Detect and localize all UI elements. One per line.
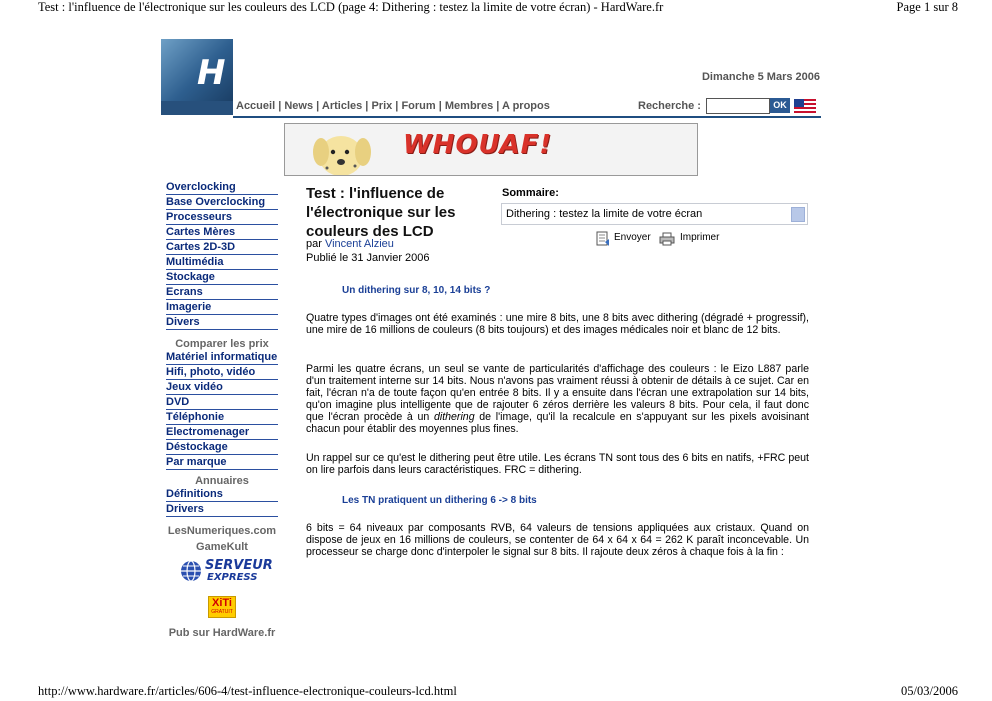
main-nav: Accueil | News | Articles | Prix | Forum | Membres | A propos: [236, 100, 550, 112]
us-flag-icon[interactable]: [794, 99, 816, 113]
paragraph-4: 6 bits = 64 niveaux par composants RVB, 64 valeurs de tensions appliquées aux cristaux. Quand on dispose de jeux en 16 millions de couleurs, se contenter de 64 x 64 x 64 = 262 K paraît inconcevable. Un processeur se charge donc d'interpoler le signal sur 8 bits. Il rajoute deux zéros à chaque fois à la fin :: [306, 522, 809, 558]
section-heading-1: Un dithering sur 8, 10, 14 bits ?: [342, 285, 491, 296]
logo-strip: [161, 101, 233, 115]
header-date: Dimanche 5 Mars 2006: [701, 71, 820, 83]
sommaire-select[interactable]: [501, 203, 808, 225]
servur-text: SERVEUR: [205, 558, 273, 573]
sommaire-label: Sommaire:: [502, 187, 559, 199]
paragraph-2-part-b: de l'image, qu'il la recalcule en s'appuyant sur les pixels avoisinant chacun pour établir des moyennes plus fines.: [306, 411, 809, 435]
sidebar-item-materiel[interactable]: Matériel informatique: [166, 351, 278, 363]
logo-h-glyph: H: [197, 53, 224, 93]
nav-a-propos[interactable]: A propos: [501, 100, 550, 112]
dropdown-arrow-icon[interactable]: [791, 207, 805, 222]
nav-membres[interactable]: Membres: [444, 100, 494, 112]
send-link[interactable]: Envoyer: [614, 232, 651, 243]
print-footer-date: 05/03/2006: [901, 684, 958, 698]
sidebar-item-cartes-meres[interactable]: Cartes Mères: [166, 226, 278, 240]
author-link[interactable]: Vincent Alzieu: [324, 238, 394, 250]
print-page-number: Page 1 sur 8: [896, 0, 958, 14]
sidebar: [166, 181, 278, 640]
sidebar-item-drivers[interactable]: Drivers: [166, 503, 278, 517]
xiti-sub: GRATUIT: [211, 609, 233, 615]
serveur-express-logo[interactable]: [180, 556, 273, 586]
nav-prix[interactable]: Prix: [371, 100, 393, 112]
byline-prefix: par: [306, 238, 322, 250]
sidebar-item-base-overclocking[interactable]: Base Overclocking: [166, 196, 278, 210]
sidebar-item-par-marque[interactable]: Par marque: [166, 456, 278, 470]
banner-ad[interactable]: [284, 123, 698, 176]
print-link[interactable]: Imprimer: [680, 232, 720, 243]
sidebar-item-jeux-video[interactable]: Jeux vidéo: [166, 381, 278, 395]
pub-link[interactable]: Pub sur HardWare.fr: [168, 627, 276, 639]
sidebar-item-dvd[interactable]: DVD: [166, 396, 278, 410]
paragraph-3: Un rappel sur ce qu'est le dithering peut être utile. Les écrans TN sont tous des 6 bits en natifs, +FRC peut on lire parfois dans leurs caractéristiques. FRC = dithering.: [306, 452, 809, 476]
xiti-badge[interactable]: [208, 596, 236, 618]
search-input[interactable]: [706, 98, 770, 114]
print-footer-url: http://www.hardware.fr/articles/606-4/test-influence-electronique-couleurs-lcd.html: [38, 684, 457, 698]
banner-text: WHOUAF!: [403, 130, 553, 160]
nav-articles[interactable]: Articles: [321, 100, 363, 112]
compare-prices-heading: Comparer les prix: [175, 338, 269, 350]
globe-icon: [180, 560, 202, 582]
paragraph-1: Quatre types d'images ont été examinés : une mire 8 bits, une 8 bits avec dithering (dégradé + progressif), une mire de 16 millions de couleurs (8 bits toujours) et des images médicales noir et blanc de 12 bits.: [306, 312, 809, 336]
paragraph-2-emphasis: dithering: [433, 411, 475, 423]
sidebar-item-overclocking[interactable]: Overclocking: [166, 181, 278, 195]
sidebar-item-multimedia[interactable]: Multimédia: [166, 256, 278, 270]
xiti-text: XiTi: [212, 597, 232, 609]
partner-gamekult[interactable]: GameKult: [196, 541, 248, 553]
nav-forum[interactable]: Forum: [401, 100, 436, 112]
sidebar-item-imagerie[interactable]: Imagerie: [166, 301, 278, 315]
sidebar-item-definitions[interactable]: Définitions: [166, 488, 278, 502]
paragraph-2: [306, 363, 809, 435]
byline: [306, 238, 394, 250]
send-icon[interactable]: [596, 231, 610, 247]
section-heading-2: Les TN pratiquent un dithering 6 -> 8 bits: [342, 495, 537, 506]
sidebar-item-telephonie[interactable]: Téléphonie: [166, 411, 278, 425]
sidebar-item-destockage[interactable]: Déstockage: [166, 441, 278, 455]
published-date: Publié le 31 Janvier 2006: [306, 252, 430, 264]
sidebar-item-cartes-2d-3d[interactable]: Cartes 2D-3D: [166, 241, 278, 255]
search-label: Recherche :: [638, 100, 701, 112]
sidebar-item-processeurs[interactable]: Processeurs: [166, 211, 278, 225]
sidebar-item-divers[interactable]: Divers: [166, 316, 278, 330]
site-logo[interactable]: [161, 39, 233, 101]
sidebar-item-electromenager[interactable]: Electromenager: [166, 426, 278, 440]
printer-icon[interactable]: [659, 232, 675, 246]
partner-lesnumeriques[interactable]: LesNumeriques.com: [167, 525, 277, 537]
sommaire-value: Dithering : testez la limite de votre écran: [506, 208, 703, 220]
nav-accueil[interactable]: Accueil: [236, 100, 276, 112]
sidebar-item-stockage[interactable]: Stockage: [166, 271, 278, 285]
servur-sub: EXPRESS: [207, 572, 258, 583]
sidebar-item-ecrans[interactable]: Ecrans: [166, 286, 278, 300]
plush-dog-image: [311, 126, 373, 176]
print-header-title: Test : l'influence de l'électronique sur les couleurs des LCD (page 4: Dithering : testez la limite de votre écran) - HardWare.fr: [38, 0, 664, 14]
sidebar-item-hifi[interactable]: Hifi, photo, vidéo: [166, 366, 278, 380]
annuaires-heading: Annuaires: [195, 475, 249, 487]
paragraph-2-part-a: Parmi les quatre écrans, un seul se vante de particularités d'affichage des couleurs : le Eizo L887 parle d'un traitement interne sur 14 bits. Nous n'avons pas vraiment réussi à obtenir de détails à ce sujet. Car en fait, l'écran n'a de toute façon qu'en entrée 8 bits. Il y a ensuite dans l'écran une extrapolation sur 14 bits, qu'on imagine plus intelligente que de rajouter 6 zéros derrière les valeurs 8 bits. Pour cela, il faut donc que l'écran procède à un: [306, 363, 809, 423]
search-ok-button[interactable]: OK: [770, 98, 790, 113]
article-title: Test : l'influence de l'électronique sur les couleurs des LCD: [306, 185, 456, 240]
nav-news[interactable]: News: [284, 100, 314, 112]
